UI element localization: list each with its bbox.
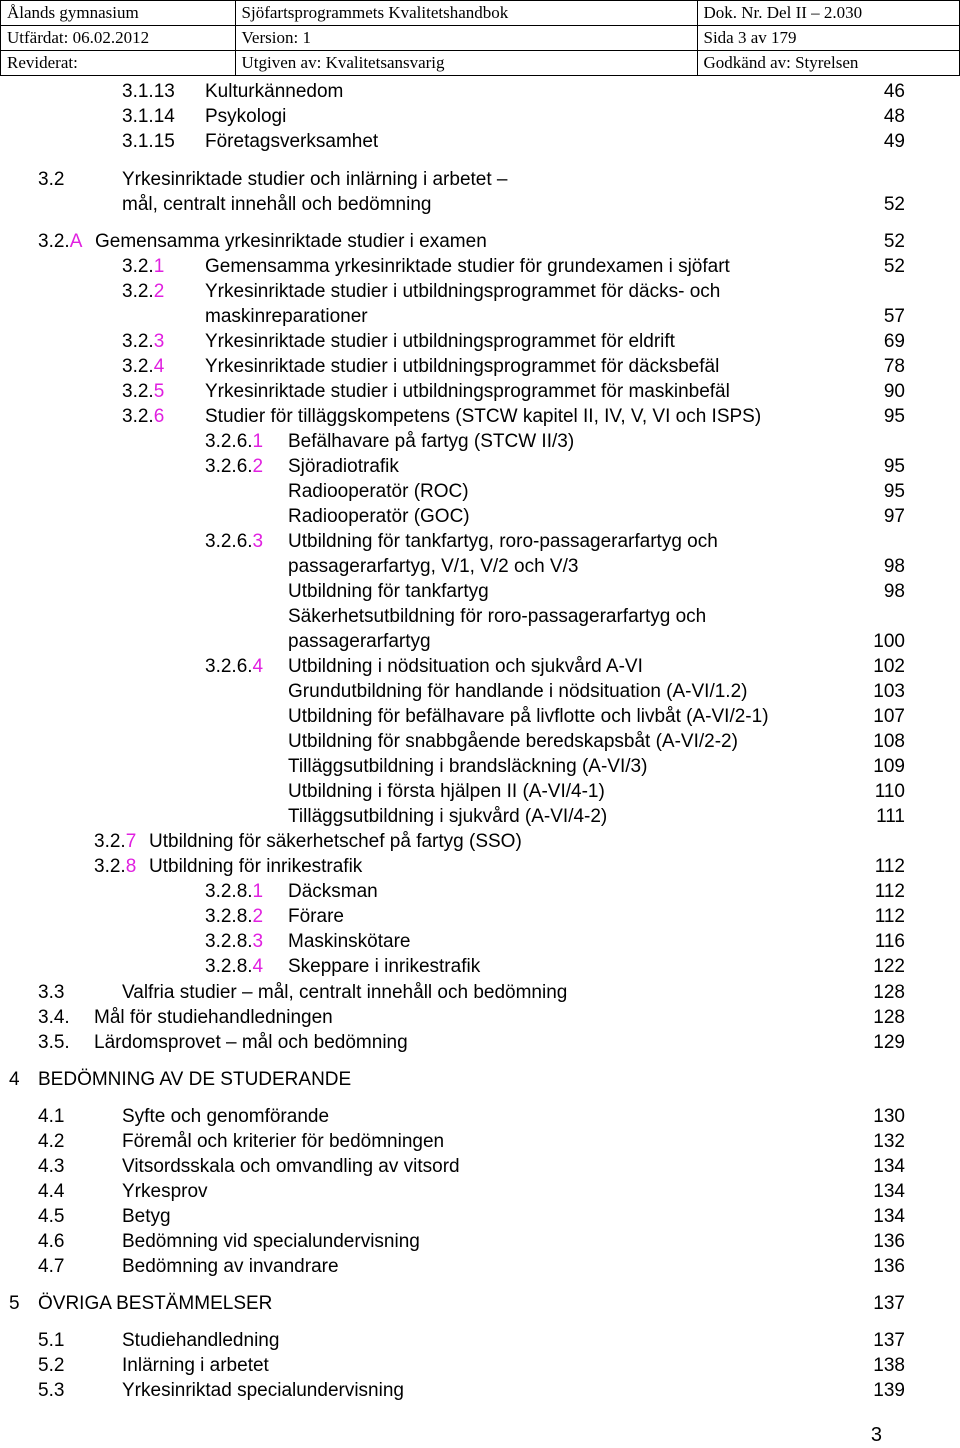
toc-title: Säkerhetsutbildning för roro-passagerarfartyg och xyxy=(288,606,707,627)
toc-entry xyxy=(0,981,960,1005)
toc-page: 128 xyxy=(873,1007,905,1028)
toc-title: Yrkesinriktade studier och inlärning i arbetet – xyxy=(122,169,508,190)
toc-title: Utbildning för befälhavare på livflotte och livbåt (A-VI/2-1) xyxy=(288,706,769,727)
toc-number: 3.2.8.1 xyxy=(205,881,264,902)
toc-page: 137 xyxy=(873,1293,905,1314)
toc-page: 78 xyxy=(883,356,905,377)
toc-number: 3.2 xyxy=(38,169,65,190)
toc-entry xyxy=(0,1379,960,1403)
toc-page: 136 xyxy=(873,1231,905,1252)
toc-entry xyxy=(0,630,960,654)
toc-entry xyxy=(0,830,960,854)
toc-page: 100 xyxy=(873,631,905,652)
toc-entry xyxy=(0,1180,960,1204)
toc-title: Förare xyxy=(288,906,344,927)
toc-title: Gemensamma yrkesinriktade studier i examen xyxy=(95,231,487,252)
toc-page: 112 xyxy=(874,906,905,927)
toc-title: Psykologi xyxy=(205,106,287,127)
toc-page: 112 xyxy=(874,856,905,877)
toc-page: 52 xyxy=(883,194,905,215)
toc-page: 138 xyxy=(873,1355,905,1376)
toc-number: 3.2.8 xyxy=(94,856,137,877)
toc-number: 4.1 xyxy=(38,1106,65,1127)
toc-number: 4.5 xyxy=(38,1206,65,1227)
toc-number: 5.2 xyxy=(38,1355,65,1376)
toc-number: 4.7 xyxy=(38,1256,65,1277)
toc-title: Valfria studier – mål, centralt innehåll och bedömning xyxy=(122,982,568,1003)
toc-page: 90 xyxy=(883,381,905,402)
toc-title: Bedömning av invandrare xyxy=(122,1256,339,1277)
toc-title: Betyg xyxy=(122,1206,171,1227)
toc-number: 5.1 xyxy=(38,1330,65,1351)
toc-page: 103 xyxy=(873,681,905,702)
toc-title: Utbildning i nödsituation och sjukvård A-VI xyxy=(288,656,643,677)
toc-page: 108 xyxy=(873,731,905,752)
toc-entry xyxy=(0,1205,960,1229)
toc-page: 52 xyxy=(883,231,905,252)
toc-title: Tilläggsutbildning i sjukvård (A-VI/4-2) xyxy=(288,806,608,827)
header-version: Version: 1 xyxy=(235,26,697,51)
toc-entry xyxy=(0,305,960,329)
toc-entry xyxy=(0,230,960,254)
toc-number: 3.2.6 xyxy=(122,406,165,427)
header-doc-nr: Dok. Nr. Del II – 2.030 xyxy=(697,1,960,26)
toc-entry xyxy=(0,880,960,904)
toc-number: 3.2.1 xyxy=(122,256,165,277)
toc-title: Tilläggsutbildning i brandsläckning (A-VI/3) xyxy=(288,756,648,777)
toc-entry xyxy=(0,1031,960,1055)
toc-number: 5 xyxy=(9,1293,20,1314)
toc-entry xyxy=(0,1130,960,1154)
toc-entry xyxy=(0,655,960,679)
toc-page: 136 xyxy=(873,1256,905,1277)
toc-entry xyxy=(0,80,960,104)
toc-entry xyxy=(0,1006,960,1030)
toc-page: 134 xyxy=(873,1206,905,1227)
toc-number: 3.2.A xyxy=(38,231,83,252)
toc-page: 109 xyxy=(873,756,905,777)
toc-entry xyxy=(0,955,960,979)
toc-title: Yrkesinriktade studier i utbildningsprogrammet för däcksbefäl xyxy=(205,356,720,377)
toc-title: Maskinskötare xyxy=(288,931,411,952)
toc-page: 107 xyxy=(873,706,905,727)
toc-entry xyxy=(0,1230,960,1254)
toc-page: 95 xyxy=(883,481,905,502)
toc-entry xyxy=(0,780,960,804)
toc-entry xyxy=(0,580,960,604)
toc-number: 3.4. xyxy=(38,1007,70,1028)
toc-title: Inlärning i arbetet xyxy=(122,1355,269,1376)
toc-number: 3.2.8.4 xyxy=(205,956,264,977)
toc-entry xyxy=(0,193,960,217)
toc-number: 3.2.6.3 xyxy=(205,531,264,552)
toc-title: Skeppare i inrikestrafik xyxy=(288,956,481,977)
toc-number: 4.4 xyxy=(38,1181,65,1202)
toc-title: Yrkesinriktade studier i utbildningsprogrammet för eldrift xyxy=(205,331,675,352)
toc-title: Syfte och genomförande xyxy=(122,1106,330,1127)
toc-entry xyxy=(0,905,960,929)
toc-number: 4.6 xyxy=(38,1231,65,1252)
toc-page: 98 xyxy=(883,556,905,577)
toc-page: 129 xyxy=(873,1032,905,1053)
toc-page: 128 xyxy=(873,982,905,1003)
toc-title: Yrkesinriktad specialundervisning xyxy=(122,1380,404,1401)
toc-page: 48 xyxy=(883,106,905,127)
toc-entry xyxy=(0,130,960,154)
toc-title: Yrkesinriktade studier i utbildningsprogrammet för maskinbefäl xyxy=(205,381,730,402)
toc-entry xyxy=(0,1329,960,1353)
toc-title: Yrkesinriktade studier i utbildningsprogrammet för däcks- och xyxy=(205,281,721,302)
toc-entry xyxy=(0,505,960,529)
toc-entry xyxy=(0,480,960,504)
toc-page: 134 xyxy=(873,1181,905,1202)
header-revised: Reviderat: xyxy=(1,51,236,76)
toc-entry xyxy=(0,805,960,829)
toc-number: 3.1.15 xyxy=(122,131,175,152)
toc-title: BEDÖMNING AV DE STUDERANDE xyxy=(38,1069,352,1090)
header-issued: Utfärdat: 06.02.2012 xyxy=(1,26,236,51)
toc-entry xyxy=(0,105,960,129)
header-approved-by: Godkänd av: Styrelsen xyxy=(697,51,960,76)
toc-number: 4 xyxy=(9,1069,20,1090)
toc-page: 49 xyxy=(883,131,905,152)
toc-page: 98 xyxy=(883,581,905,602)
toc-entry xyxy=(0,280,960,304)
toc-number: 3.5. xyxy=(38,1032,70,1053)
toc-number: 3.2.6.1 xyxy=(205,431,264,452)
toc-page: 122 xyxy=(873,956,905,977)
toc-page: 111 xyxy=(876,806,905,827)
toc-number: 3.2.3 xyxy=(122,331,165,352)
toc-page: 97 xyxy=(883,506,905,527)
toc-title: Utbildning för snabbgående beredskapsbåt (A-VI/2-2) xyxy=(288,731,738,752)
toc-title: Lärdomsprovet – mål och bedömning xyxy=(94,1032,408,1053)
toc-entry xyxy=(0,168,960,192)
toc-title: Grundutbildning för handlande i nödsituation (A-VI/1.2) xyxy=(288,681,748,702)
toc-number: 3.2.6.4 xyxy=(205,656,264,677)
toc-page: 95 xyxy=(883,406,905,427)
toc-title: Studiehandledning xyxy=(122,1330,280,1351)
toc-number: 3.2.2 xyxy=(122,281,165,302)
toc-entry xyxy=(0,380,960,404)
toc-number: 3.2.6.2 xyxy=(205,456,264,477)
toc-title: Utbildning för tankfartyg xyxy=(288,581,489,602)
toc-number: 3.3 xyxy=(38,982,65,1003)
toc-number: 3.2.4 xyxy=(122,356,165,377)
toc-title: Radiooperatör (GOC) xyxy=(288,506,470,527)
toc-title: Gemensamma yrkesinriktade studier för grundexamen i sjöfart xyxy=(205,256,730,277)
toc-page: 116 xyxy=(874,931,905,952)
toc-title: Utbildning för inrikestrafik xyxy=(149,856,363,877)
toc-title: Yrkesprov xyxy=(122,1181,208,1202)
toc-title: Däcksman xyxy=(288,881,378,902)
toc-page: 57 xyxy=(883,306,905,327)
toc-title: Studier för tilläggskompetens (STCW kapitel II, IV, V, VI och ISPS) xyxy=(205,406,762,427)
toc-entry xyxy=(0,1354,960,1378)
toc-entry xyxy=(0,605,960,629)
toc-title: Befälhavare på fartyg (STCW II/3) xyxy=(288,431,575,452)
toc-title: Kulturkännedom xyxy=(205,81,344,102)
toc-number: 4.2 xyxy=(38,1131,65,1152)
toc-title: Föremål och kriterier för bedömningen xyxy=(122,1131,445,1152)
toc-title: passagerarfartyg xyxy=(288,631,431,652)
toc-title: Företagsverksamhet xyxy=(205,131,379,152)
toc-entry xyxy=(0,1105,960,1129)
toc-title: Radiooperatör (ROC) xyxy=(288,481,469,502)
toc-page: 110 xyxy=(874,781,905,802)
toc-number: 3.2.8.3 xyxy=(205,931,264,952)
toc-entry xyxy=(0,455,960,479)
toc-number: 5.3 xyxy=(38,1380,65,1401)
toc-title: ÖVRIGA BESTÄMMELSER xyxy=(38,1293,273,1314)
toc-entry xyxy=(0,530,960,554)
header-school: Ålands gymnasium xyxy=(1,1,236,26)
header-handbook: Sjöfartsprogrammets Kvalitetshandbok xyxy=(235,1,697,26)
toc-entry xyxy=(0,1255,960,1279)
toc-entry xyxy=(0,930,960,954)
toc-number: 3.2.5 xyxy=(122,381,165,402)
toc-entry xyxy=(0,680,960,704)
toc-entry xyxy=(0,1155,960,1179)
toc-entry xyxy=(0,330,960,354)
toc-entry xyxy=(0,555,960,579)
toc-page: 139 xyxy=(873,1380,905,1401)
toc-title: maskinreparationer xyxy=(205,306,368,327)
toc-number: 3.1.14 xyxy=(122,106,175,127)
toc-title: Sjöradiotrafik xyxy=(288,456,399,477)
toc-page: 112 xyxy=(874,881,905,902)
toc-page: 130 xyxy=(873,1106,905,1127)
toc-title: mål, centralt innehåll och bedömning xyxy=(122,194,432,215)
toc-entry xyxy=(0,1292,960,1316)
toc-title: passagerarfartyg, V/1, V/2 och V/3 xyxy=(288,556,579,577)
toc-entry xyxy=(0,255,960,279)
toc-entry xyxy=(0,730,960,754)
toc-title: Vitsordsskala och omvandling av vitsord xyxy=(122,1156,460,1177)
toc-page: 52 xyxy=(883,256,905,277)
toc-title: Utbildning för säkerhetschef på fartyg (SSO) xyxy=(149,831,522,852)
toc-number: 3.2.7 xyxy=(94,831,137,852)
toc-page: 102 xyxy=(873,656,905,677)
toc-page: 137 xyxy=(873,1330,905,1351)
toc-entry xyxy=(0,405,960,429)
header-issued-by: Utgiven av: Kvalitetsansvarig xyxy=(235,51,697,76)
toc-number: 3.2.8.2 xyxy=(205,906,264,927)
toc-page: 95 xyxy=(883,456,905,477)
toc-entry xyxy=(0,755,960,779)
toc-title: Utbildning för tankfartyg, roro-passagerarfartyg och xyxy=(288,531,718,552)
toc-entry xyxy=(0,355,960,379)
toc-page: 69 xyxy=(883,331,905,352)
toc-title: Mål för studiehandledningen xyxy=(94,1007,333,1028)
toc-entry xyxy=(0,705,960,729)
toc-number: 3.1.13 xyxy=(122,81,175,102)
toc-entry xyxy=(0,430,960,454)
toc-title: Bedömning vid specialundervisning xyxy=(122,1231,420,1252)
toc-entry xyxy=(0,855,960,879)
page-number: 3 xyxy=(870,1424,882,1446)
header-page: Sida 3 av 179 xyxy=(697,26,960,51)
toc-entry xyxy=(0,1068,960,1092)
toc-page: 132 xyxy=(873,1131,905,1152)
toc-page: 46 xyxy=(883,81,905,102)
toc-title: Utbildning i första hjälpen II (A-VI/4-1) xyxy=(288,781,605,802)
toc-page: 134 xyxy=(873,1156,905,1177)
toc-number: 4.3 xyxy=(38,1156,65,1177)
